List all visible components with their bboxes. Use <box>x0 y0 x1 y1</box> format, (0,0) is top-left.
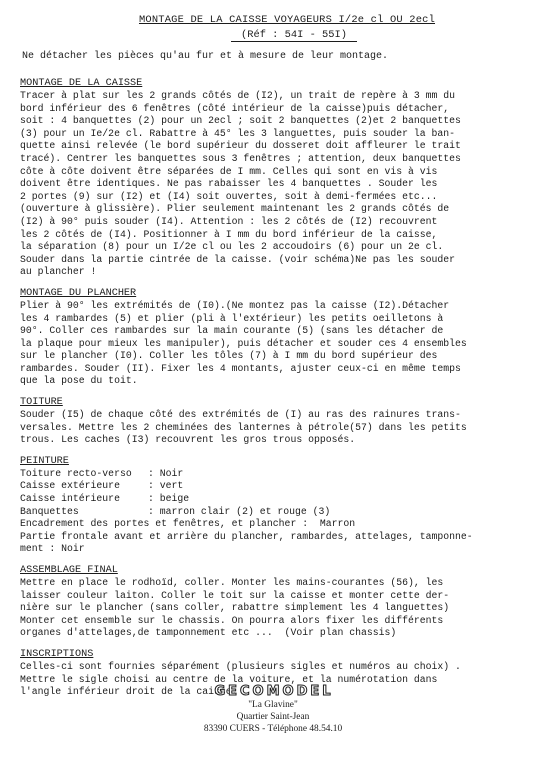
paint-item-part: Caisse extérieure <box>20 480 120 492</box>
paint-item <box>20 480 534 493</box>
text-line: Celles-ci sont fournies séparément (plusieurs sigles et numéros au choix) . <box>20 660 461 672</box>
text-line: doivent être identiques. Ne pas rabaisser les 4 banquettes . Souder les <box>20 178 438 190</box>
text-line: Mettre le sigle choisi au centre de la voiture, et la numérotation dans <box>20 673 438 685</box>
text-line: Souder dans la partie cintrée de la caisse. (voir schéma)Ne pas les souder <box>20 253 456 265</box>
section-heading: MONTAGE DU PLANCHER <box>20 287 137 299</box>
reference-line <box>54 29 534 41</box>
intro-text: Ne détacher les pièces qu'au fur et à mesure de leur montage. <box>22 51 389 62</box>
text-line: organes d'attelages,de tamponnement etc ... (Voir plan chassis) <box>20 627 397 639</box>
text-line: bord inférieur des 6 fenêtres (côté intérieur de la caisse)puis détacher, <box>20 102 450 114</box>
publisher-place: "La Glavine" <box>248 700 298 710</box>
section-heading: MONTAGE DE LA CAISSE <box>20 78 143 89</box>
text-line: Partie frontale avant et arrière du plancher, rambardes, attelages, tamponne- <box>20 530 473 542</box>
text-line: 90°. Coller ces rambardes sur la main courante (5) (sans les détacher de <box>20 325 444 337</box>
text-line: côte à côte doivent être séparées de I mm. Celles qui sont en vis à vis <box>20 165 438 177</box>
text-line: Mettre en place le rodhoïd, coller. Monter les mains-courantes (56), les <box>20 577 444 588</box>
text-line: sur le plancher (I0). Coller les tôles (7) à I mm du bord supérieur des <box>20 350 438 362</box>
text-line: Tracer à plat sur les 2 grands côtés de (I2), un trait de repère à 3 mm du <box>20 90 456 101</box>
paint-item-color: : Noir <box>148 467 184 479</box>
paint-item <box>20 493 534 506</box>
text-line: Encadrement des portes et fenêtres, et plancher : Marron <box>20 518 356 530</box>
text-line: Souder (I5) de chaque côté des extrémités de (I) au ras des rainures trans- <box>20 409 461 421</box>
text-line: au plancher ! <box>20 266 97 278</box>
text-line: Plier à 90° les extrémités de (I0).(Ne montez pas la caisse (I2).Détacher <box>20 299 450 311</box>
section-body <box>20 409 534 447</box>
inscriptions-heading: INSCRIPTIONS <box>20 648 94 660</box>
text-line: 2 portes (9) sur (I2) et (I4) soit ouvertes, soit à demi-fermées etc... <box>20 190 438 202</box>
text-line: trous. Les caches (I3) recouvrent les gros trous opposés. <box>20 434 356 446</box>
text-line: soit : 4 banquettes (2) pour un 2ecl ; soit 2 banquettes (2)et 2 banquettes <box>20 115 461 127</box>
text-line: (ouverture à glissière). Plier seulement maintenant les 2 grands côtés de <box>20 203 450 215</box>
text-line: versales. Mettre les 2 cheminées des lanternes à pétrole(57) dans les petits <box>20 421 467 433</box>
reference-number: (Réf : 54I - 55I) <box>231 29 357 42</box>
text-line: la séparation (8) pour un I/2e cl ou les 2 accoudoirs (6) pour un 2e cl. <box>20 241 444 253</box>
paint-notes <box>20 518 534 556</box>
text-line: tracé). Centrer les banquettes sous 3 fenêtres ; attention, deux banquettes <box>20 152 461 164</box>
paint-item-color: : beige <box>148 493 190 505</box>
text-line: rambardes. Souder (II). Fixer les 4 montants, ajuster ceux-ci en même temps <box>20 362 461 374</box>
paint-item-part: Caisse intérieure <box>20 493 120 505</box>
publisher-stamp <box>0 684 558 735</box>
document-title: MONTAGE DE LA CAISSE VOYAGEURS I/2e cl OU 2ecl <box>138 14 436 26</box>
text-line: les 2 côtés de (I4). Positionner à I mm du bord inférieur de la caisse, <box>20 228 438 240</box>
paint-item-color: : vert <box>148 480 184 492</box>
text-line: les 4 rambardes (5) et plier (pli à l'extérieur) les petits oeilletons à <box>20 312 444 324</box>
text-line: que la pose du toit. <box>20 375 138 387</box>
text-line: laisser couleur laiton. Coller le toit sur la caisse et monter cette der- <box>20 589 450 601</box>
text-line: nière sur le plancher (sans coller, rabattre simplement les 4 languettes) <box>20 602 450 614</box>
paint-item-color: : marron clair (2) et rouge (3) <box>148 505 331 517</box>
paint-list <box>20 468 534 518</box>
text-line: (I2) à 90° puis souder (I4). Attention : les 2 côtés de (I2) recouvrent <box>20 215 438 227</box>
paint-item <box>20 468 534 481</box>
assemblage-text <box>20 577 534 640</box>
paint-item <box>20 506 534 519</box>
section-body <box>20 300 534 388</box>
text-line: quette ainsi relevée (le bord supérieur du dosseret doit affleurer le trait <box>20 140 461 152</box>
paint-item-part: Banquettes <box>20 505 79 517</box>
section-heading: TOITURE <box>20 397 63 409</box>
instruction-sections <box>20 78 534 447</box>
section-body <box>20 90 534 279</box>
publisher-city-phone: 83390 CUERS - Téléphone 48.54.10 <box>203 724 343 734</box>
text-line: la plaque pour mieux les manipuler), puis détacher et souder ces 4 ensembles <box>20 337 467 349</box>
peinture-heading: PEINTURE <box>20 455 69 467</box>
paint-item-part: Toiture recto-verso <box>20 467 132 479</box>
text-line: l'angle inférieur droit de la caisse. <box>20 686 238 698</box>
brand-logo: GECOMODEL <box>214 684 334 699</box>
assemblage-heading: ASSEMBLAGE FINAL <box>20 565 118 576</box>
text-line: ment : Noir <box>20 543 85 555</box>
publisher-quarter: Quartier Saint-Jean <box>236 712 310 722</box>
text-line: (3) pour un Ie/2e cl. Rabattre à 45° les 3 languettes, puis souder la ban- <box>20 127 456 139</box>
text-line: Monter cet ensemble sur le chassis. On pourra alors fixer les différents <box>20 614 444 626</box>
